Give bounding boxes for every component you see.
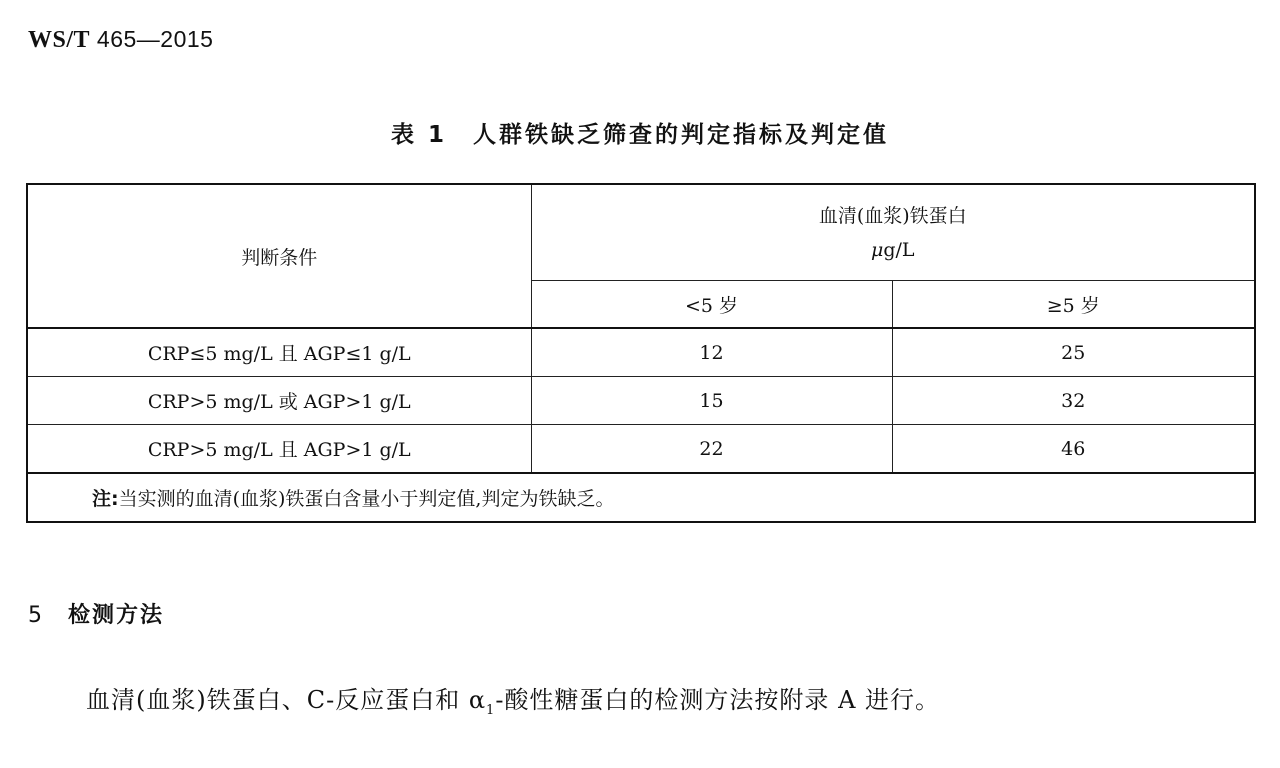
condition-cell: CRP≤5 mg/L 且 AGP≤1 g/L	[27, 328, 531, 377]
unit-mu: μ	[870, 238, 884, 261]
alpha-subscript: 1	[486, 702, 496, 718]
condition-header: 判断条件	[27, 184, 531, 328]
note-row	[27, 473, 1255, 522]
standard-code	[28, 26, 213, 54]
standard-prefix: WS/T	[28, 27, 91, 53]
section-title: 检测方法	[68, 603, 165, 628]
condition-cell: CRP>5 mg/L 或 AGP>1 g/L	[27, 377, 531, 425]
table-note	[27, 473, 1255, 522]
value-ge5-cell: 46	[892, 425, 1255, 474]
standard-number: 465—2015	[96, 26, 214, 52]
ferritin-header	[531, 184, 1255, 281]
note-text: 当实测的血清(血浆)铁蛋白含量小于判定值,判定为铁缺乏。	[118, 488, 615, 510]
unit-rest: g/L	[883, 238, 915, 261]
value-ge5-cell: 32	[892, 377, 1255, 425]
ferritin-header-label: 血清(血浆)铁蛋白	[818, 204, 967, 227]
body-text-after: -酸性糖蛋白的检测方法按附录 A 进行。	[495, 686, 941, 714]
age-ge5-header: ≥5 岁	[892, 281, 1255, 329]
table-row	[27, 328, 1255, 377]
value-lt5-cell: 12	[531, 328, 892, 377]
table-row	[27, 425, 1255, 474]
condition-cell: CRP>5 mg/L 且 AGP>1 g/L	[27, 425, 531, 474]
table-row	[27, 377, 1255, 425]
value-lt5-cell: 15	[531, 377, 892, 425]
header-row	[27, 184, 1255, 281]
value-lt5-cell: 22	[531, 425, 892, 474]
table-title-text: 人群铁缺乏筛查的判定指标及判定值	[473, 122, 889, 148]
criteria-table	[26, 183, 1256, 523]
table-title	[0, 116, 1280, 149]
body-text-before: 血清(血浆)铁蛋白、C-反应蛋白和 α	[86, 686, 487, 714]
section-heading	[28, 598, 164, 629]
body-paragraph	[86, 680, 940, 718]
value-ge5-cell: 25	[892, 328, 1255, 377]
ferritin-unit	[532, 233, 1255, 267]
age-lt5-header: <5 岁	[531, 281, 892, 329]
table-title-number: 表 1	[390, 122, 447, 148]
section-number: 5	[28, 603, 44, 628]
note-label: 注:	[92, 488, 119, 510]
